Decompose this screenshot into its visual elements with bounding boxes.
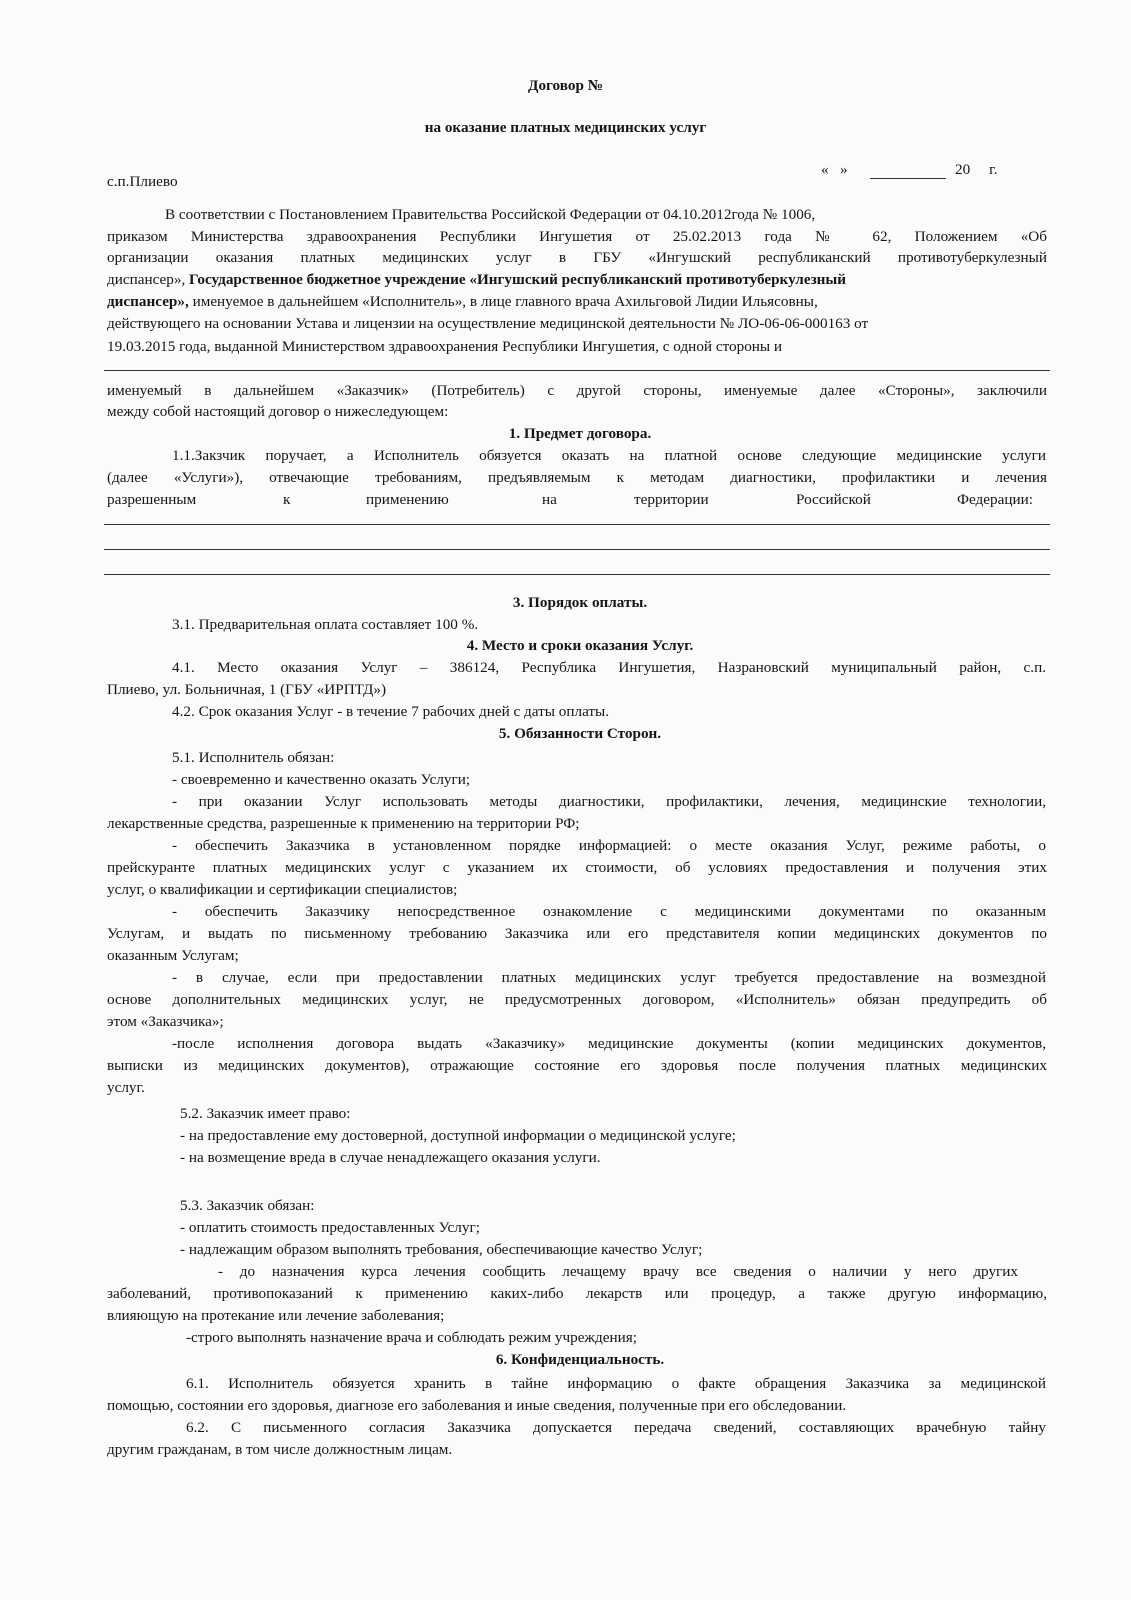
section-1-word: территории [634, 491, 709, 508]
section-5-text: лекарственные средства, разрешенные к применению на территории РФ; [107, 815, 580, 832]
executor-name-end: диспансер», [107, 293, 189, 310]
section-5-text: оказанным Услугам; [107, 947, 239, 964]
place-of-signing: с.п.Плиево [107, 173, 178, 190]
preamble-line: В соответствии с Постановлением Правительства Российской Федерации от 04.10.2012года № 1006, [165, 206, 816, 223]
section-5-text: заболеваний, противопоказаний к применению каких-либо лекарств или процедур, а также другую информацию, [107, 1285, 1047, 1302]
executor-name: Государственное бюджетное учреждение «Ингушский республиканский противотуберкулезный [189, 271, 847, 288]
date-blank-line [870, 178, 946, 179]
preamble-line: между собой настоящий договор о нижеследующем: [107, 403, 449, 420]
preamble-line: действующего на основании Устава и лицензии на осуществление медицинской деятельности № ЛО-06-06-000163 от [107, 315, 869, 332]
section-5-text: - при оказании Услуг использовать методы диагностики, профилактики, лечения, медицинские технологии, [172, 793, 1046, 810]
section-3-heading: 3. Порядок оплаты. [512, 594, 648, 611]
section-5-text: Услугам, и выдать по письменному требованию Заказчика или его представителя копии медицинских документов по [107, 925, 1047, 942]
services-blank-line [104, 524, 1050, 525]
section-3-text: 3.1. Предварительная оплата составляет 100 %. [172, 616, 479, 633]
section-1-word: к [283, 491, 291, 508]
preamble-line: приказом Министерства здравоохранения Республики Ингушетия от 25.02.2013 года № 62, Положением «Об [107, 228, 1047, 245]
section-5-text: - оплатить стоимость предоставленных Услуг; [180, 1219, 480, 1236]
section-5-text: - обеспечить Заказчика в установленном порядке информацией: о месте оказания Услуг, режиме работы, о [172, 837, 1046, 854]
preamble-line: диспансер», Государственное бюджетное учреждение «Ингушский республиканский противотуберкулезный [107, 271, 847, 288]
section-5-text: -после исполнения договора выдать «Заказчику» медицинские документы (копии медицинских документов, [172, 1035, 1046, 1052]
section-1-word: применению [366, 491, 449, 508]
preamble-line: организации оказания платных медицинских услуг в ГБУ «Ингушский республиканский противотуберкулезный [107, 249, 1047, 266]
section-1-heading: 1. Предмет договора. [508, 425, 652, 442]
section-5-text: 5.3. Заказчик обязан: [180, 1197, 315, 1214]
section-1-word: разрешенным [107, 491, 197, 508]
section-1-word: на [542, 491, 557, 508]
section-5-heading: 5. Обязанности Сторон. [498, 725, 662, 742]
section-4-heading: 4. Место и сроки оказания Услуг. [466, 637, 694, 654]
section-5-text: - надлежащим образом выполнять требования, обеспечивающие качество Услуг; [180, 1241, 703, 1258]
section-4-text: 4.2. Срок оказания Услуг - в течение 7 рабочих дней с даты оплаты. [172, 703, 610, 720]
section-5-text: 5.2. Заказчик имеет право: [180, 1105, 351, 1122]
section-5-text: услуг, о квалификации и сертификации специалистов; [107, 881, 458, 898]
section-5-text: услуг. [107, 1079, 145, 1096]
section-1-word: Федерации: [957, 491, 1033, 508]
section-4-text: Плиево, ул. Больничная, 1 (ГБУ «ИРПТД») [107, 681, 387, 698]
services-blank-line [104, 574, 1050, 575]
services-blank-line [104, 549, 1050, 550]
document-subtitle: на оказание платных медицинских услуг [424, 119, 707, 136]
section-5-text: - до назначения курса лечения сообщить лечащему врачу все сведения о наличии у него других [218, 1263, 1018, 1280]
document-title: Договор № [528, 77, 603, 94]
section-5-text: влияющую на протекание или лечение заболевания; [107, 1307, 445, 1324]
date-year: 20 г. [955, 161, 998, 178]
section-5-text: выписки из медицинских документов), отражающие состояние его здоровья после получения платных медицинских [107, 1057, 1047, 1074]
preamble-line: 19.03.2015 года, выданной Министерством здравоохранения Республики Ингушетия, с одной стороны и [107, 338, 783, 355]
section-1-text: (далее «Услуги»), отвечающие требованиям, предъявляемым к методам диагностики, профилактики и лечения [107, 469, 1047, 486]
section-5-text: 5.1. Исполнитель обязан: [172, 749, 335, 766]
date-quotes: « » [821, 161, 848, 178]
section-5-text: - обеспечить Заказчику непосредственное ознакомление с медицинскими документами по оказанным [172, 903, 1046, 920]
section-5-text: прейскуранте платных медицинских услуг с указанием их стоимости, об условиях предоставления и получения этих [107, 859, 1047, 876]
section-1-word: Российской [796, 491, 871, 508]
section-5-text: - своевременно и качественно оказать Услуги; [172, 771, 471, 788]
preamble-line: именуемый в дальнейшем «Заказчик» (Потребитель) с другой стороны, именуемые далее «Стороны», заключили [107, 382, 1047, 399]
section-5-text: этом «Заказчика»; [107, 1013, 224, 1030]
section-6-text: 6.1. Исполнитель обязуется хранить в тайне информацию о факте обращения Заказчика за медицинской [186, 1375, 1046, 1392]
preamble-line: диспансер», именуемое в дальнейшем «Исполнитель», в лице главного врача Ахильговой Лидии Ильясовны, [107, 293, 818, 310]
section-4-text: 4.1. Место оказания Услуг – 386124, Республика Ингушетия, Назрановский муниципальный район, с.п. [172, 659, 1046, 676]
section-6-text: помощью, состоянии его здоровья, диагнозе его заболевания и иные сведения, полученные при его обследовании. [107, 1397, 847, 1414]
section-1-text: 1.1.Закзчик поручает, а Исполнитель обязуется оказать на платной основе следующие медицинские услуги [172, 447, 1046, 464]
section-5-text: - на предоставление ему достоверной, доступной информации о медицинской услуге; [180, 1127, 736, 1144]
section-5-text: -строго выполнять назначение врача и соблюдать режим учреждения; [186, 1329, 637, 1346]
section-6-text: другим гражданам, в том числе должностным лицам. [107, 1441, 453, 1458]
section-5-text: - в случае, если при предоставлении платных медицинских услуг требуется предоставление на возмездной [172, 969, 1046, 986]
section-5-text: основе дополнительных медицинских услуг, не предусмотренных договором, «Исполнитель» обязан предупредить об [107, 991, 1047, 1008]
section-6-text: 6.2. С письменного согласия Заказчика допускается передача сведений, составляющих врачебную тайну [186, 1419, 1046, 1436]
customer-name-line [104, 370, 1050, 371]
section-5-text: - на возмещение вреда в случае ненадлежащего оказания услуги. [180, 1149, 601, 1166]
section-6-heading: 6. Конфиденциальность. [495, 1351, 665, 1368]
